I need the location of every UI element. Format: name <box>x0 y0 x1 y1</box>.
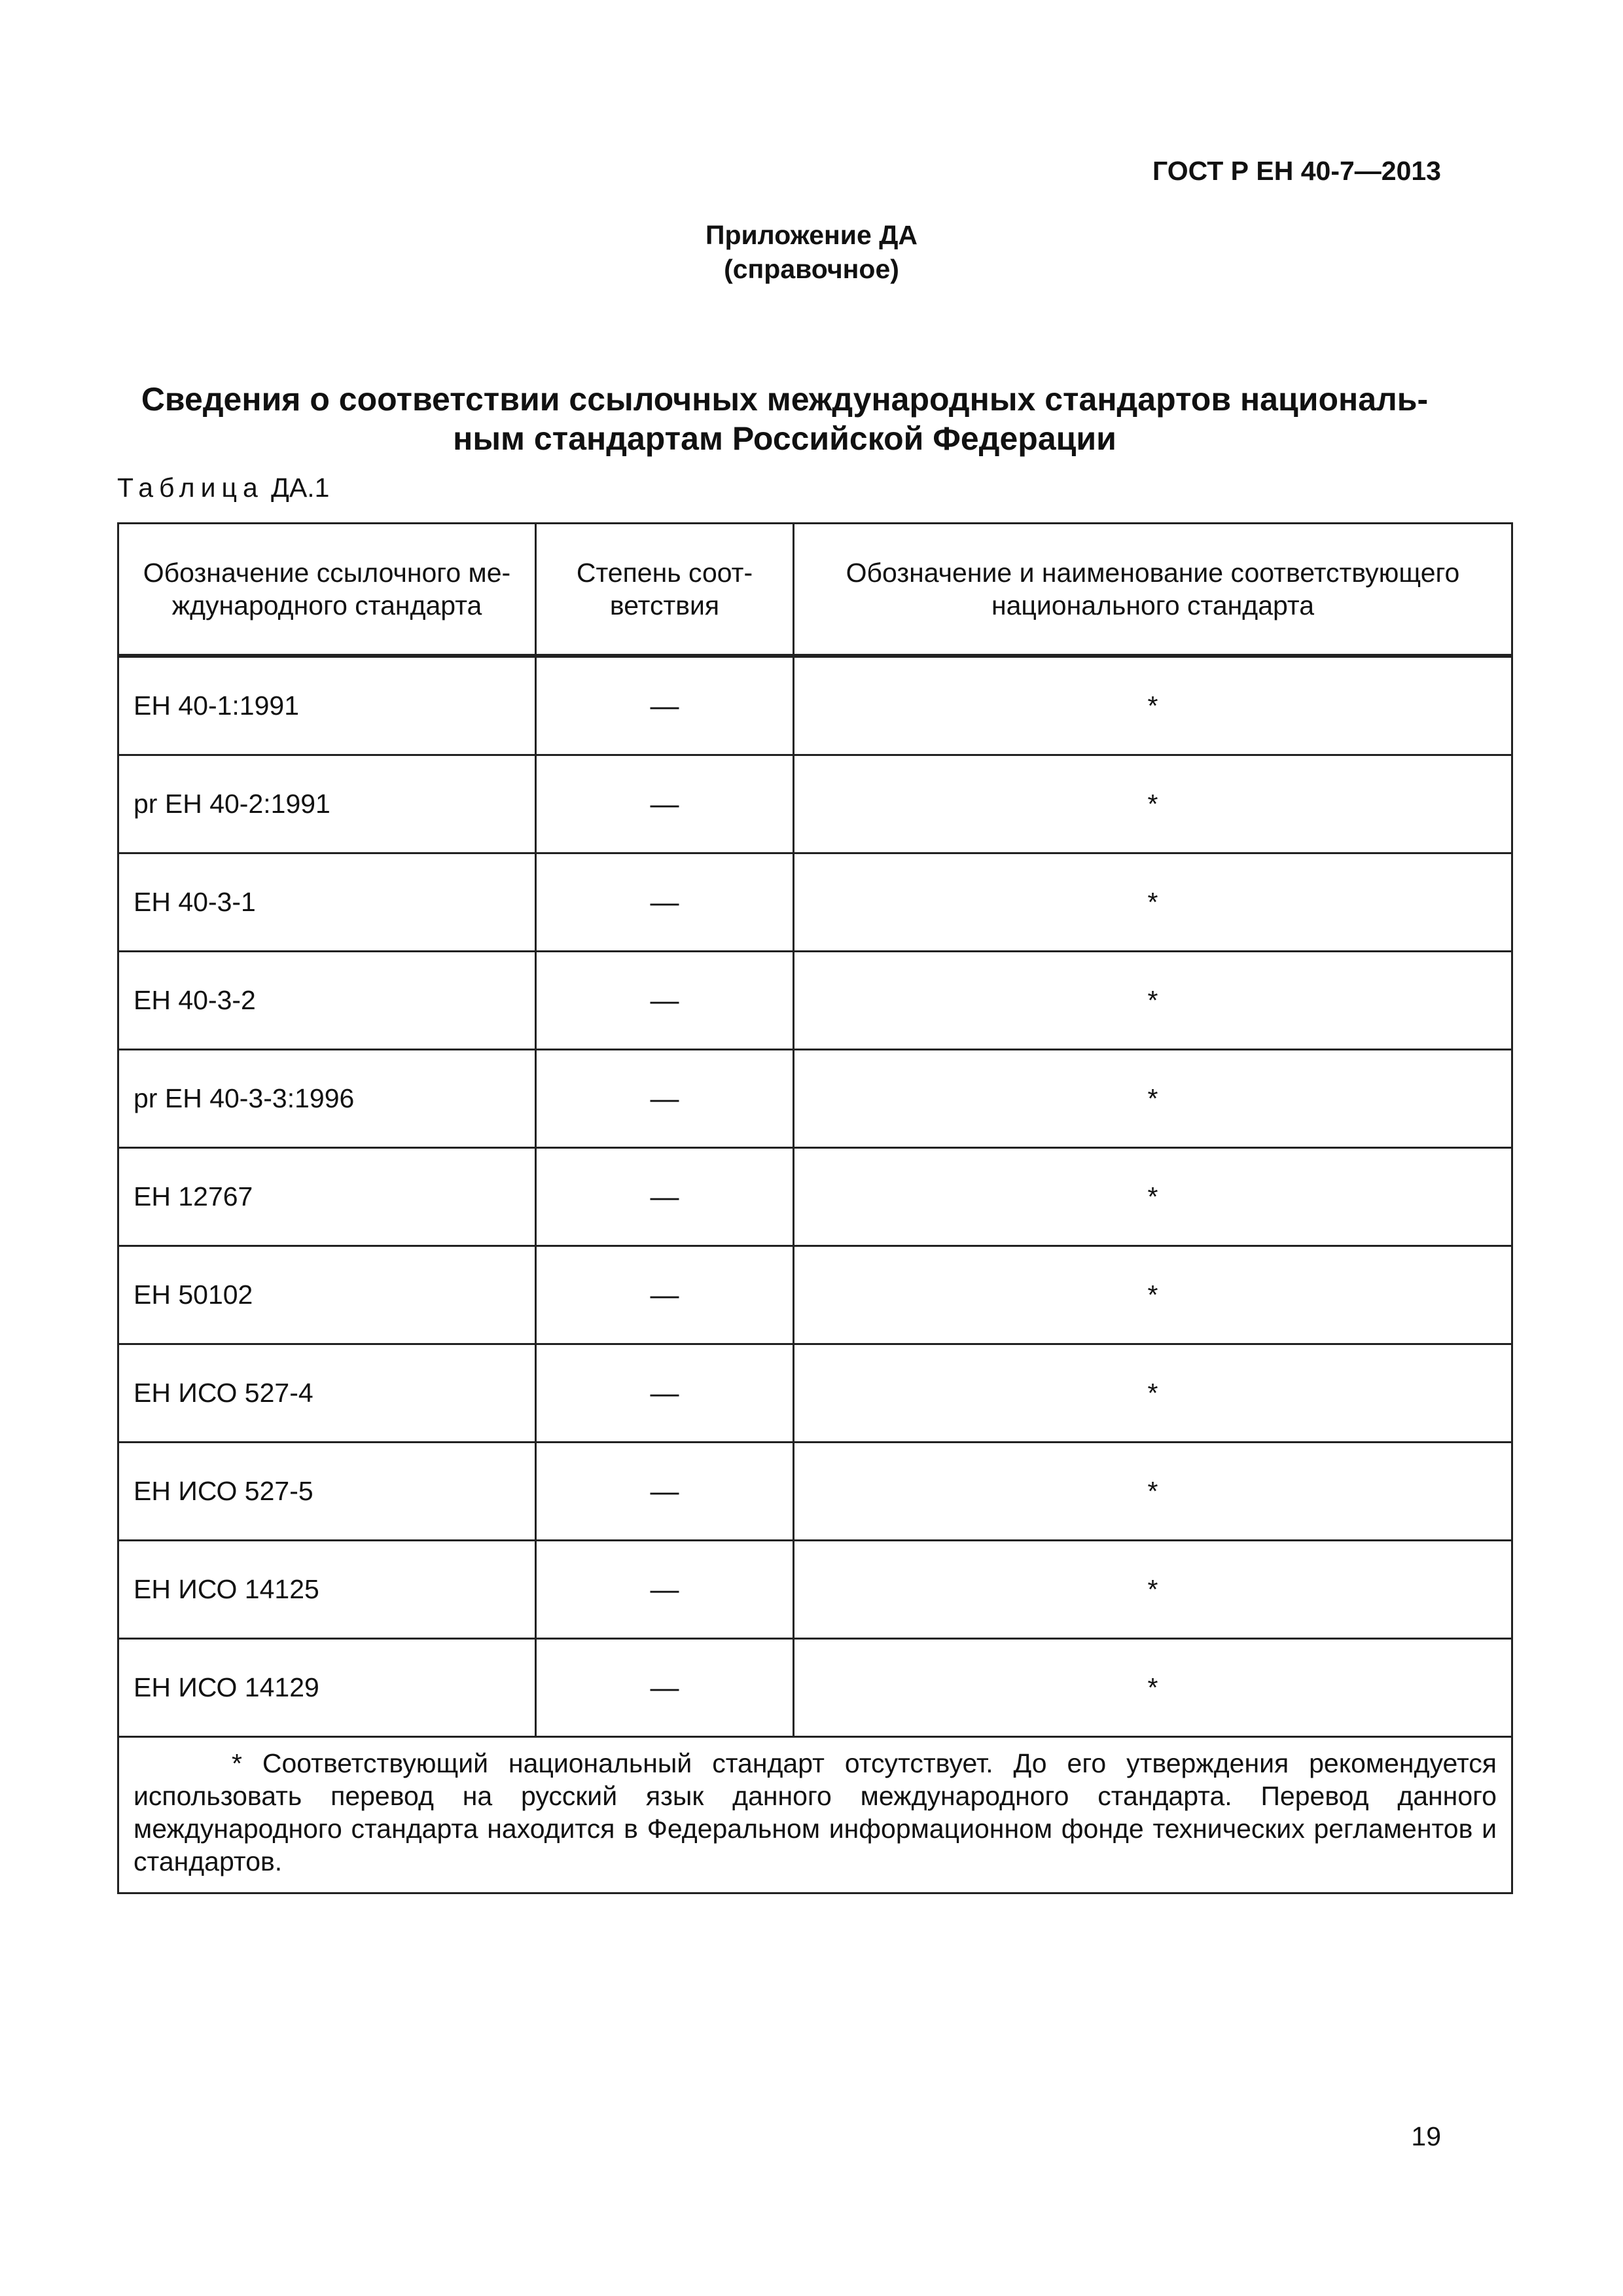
cell-code: ЕН 40-3-1 <box>118 853 536 952</box>
cell-degree: — <box>536 1639 794 1737</box>
table-footnote-row <box>118 1737 1512 1893</box>
cell-code: ЕН ИСО 527-5 <box>118 1443 536 1541</box>
cell-code: ЕН ИСО 14125 <box>118 1541 536 1639</box>
cell-national: * <box>794 1541 1512 1639</box>
table-row <box>118 1344 1512 1443</box>
section-title-line-1: Сведения о соответствии ссылочных международных стандартов националь- <box>141 381 1429 418</box>
cell-degree: — <box>536 853 794 952</box>
cell-code: ЕН 50102 <box>118 1246 536 1344</box>
cell-degree: — <box>536 1148 794 1246</box>
cell-national: * <box>794 1443 1512 1541</box>
cell-national: * <box>794 1148 1512 1246</box>
cell-code: ЕН ИСО 527-4 <box>118 1344 536 1443</box>
cell-degree: — <box>536 1443 794 1541</box>
table-header-row <box>118 524 1512 656</box>
table-row <box>118 656 1512 755</box>
cell-national: * <box>794 853 1512 952</box>
table-caption-word: Таблица <box>117 473 264 503</box>
cell-code: ЕН 12767 <box>118 1148 536 1246</box>
cell-degree: — <box>536 656 794 755</box>
table-row <box>118 1639 1512 1737</box>
cell-code: ЕН 40-3-2 <box>118 952 536 1050</box>
cell-degree: — <box>536 1050 794 1148</box>
cell-national: * <box>794 656 1512 755</box>
cell-code: pr ЕН 40-2:1991 <box>118 755 536 853</box>
table-row <box>118 1246 1512 1344</box>
cell-national: * <box>794 1246 1512 1344</box>
header-national-standard: Обозначение и наименование соответствующего национального стандарта <box>794 524 1512 656</box>
table-row <box>118 1148 1512 1246</box>
table-row <box>118 755 1512 853</box>
cell-code: pr ЕН 40-3-3:1996 <box>118 1050 536 1148</box>
page-number: 19 <box>1411 2121 1441 2151</box>
cell-degree: — <box>536 1246 794 1344</box>
cell-national: * <box>794 952 1512 1050</box>
cell-national: * <box>794 755 1512 853</box>
document-designation: ГОСТ Р ЕН 40-7—2013 <box>1152 156 1441 186</box>
cell-degree: — <box>536 952 794 1050</box>
annex-kind: (справочное) <box>724 254 899 284</box>
annex-title: Приложение ДА <box>705 220 918 250</box>
header-international-standard: Обозначение ссылочного ме-ждународного стандарта <box>118 524 536 656</box>
cell-degree: — <box>536 1541 794 1639</box>
annex-heading <box>0 218 1623 286</box>
table-row <box>118 853 1512 952</box>
cell-national: * <box>794 1639 1512 1737</box>
cell-degree: — <box>536 755 794 853</box>
table-row <box>118 952 1512 1050</box>
table-row <box>118 1050 1512 1148</box>
table-footnote: * Соответствующий национальный стандарт отсутствует. До его утверждения рекомендуется использовать перевод на русский язык данного международного стандарта. Перевод данного международного стандарта находится в Федеральном информационном фонде технических регламентов и стандартов. <box>118 1737 1512 1893</box>
header-degree-of-conformity: Степень соот-ветствия <box>536 524 794 656</box>
cell-code: ЕН ИСО 14129 <box>118 1639 536 1737</box>
table-row <box>118 1443 1512 1541</box>
cell-national: * <box>794 1050 1512 1148</box>
section-title-line-2: ным стандартам Российской Федерации <box>453 420 1116 457</box>
table-caption-number: ДА.1 <box>271 473 330 503</box>
section-title <box>117 380 1452 458</box>
table-caption <box>117 473 329 503</box>
table-row <box>118 1541 1512 1639</box>
cell-degree: — <box>536 1344 794 1443</box>
cell-code: ЕН 40-1:1991 <box>118 656 536 755</box>
cell-national: * <box>794 1344 1512 1443</box>
standards-table <box>117 522 1513 1894</box>
